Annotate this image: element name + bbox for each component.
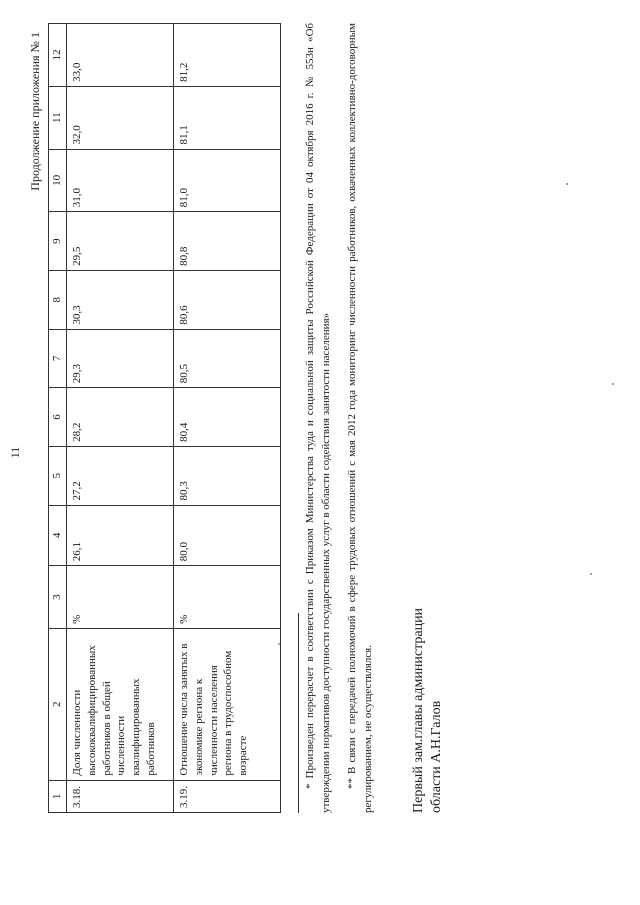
column-number: 7 bbox=[49, 329, 67, 388]
value-cell: 80,8 bbox=[173, 212, 280, 271]
value-cell: 30,3 bbox=[66, 270, 173, 329]
signatory-title: Первый зам.главы администрации bbox=[411, 607, 426, 813]
value-cell: 29,3 bbox=[66, 329, 173, 388]
indicator-name: Отношение числа занятых в экономике региона к численности населения региона в трудоспособном возрасте bbox=[173, 628, 280, 780]
table-row bbox=[173, 24, 280, 813]
unit-cell: % bbox=[173, 566, 280, 629]
row-number: 3.18. bbox=[66, 780, 173, 812]
value-cell: 26,1 bbox=[66, 505, 173, 566]
scan-speck bbox=[612, 383, 614, 385]
value-cell: 28,2 bbox=[66, 388, 173, 447]
column-number: 4 bbox=[49, 505, 67, 566]
scan-speck bbox=[566, 183, 568, 185]
footnote-recalculation: * Произведен перерасчет в соответствии с Приказом Министерства туда и социальной защиты Российской Федерации от 04 октября 2016 г. № 553н «Об утверждении нормативов доступности государственных услуг в области содействия занятости населения» bbox=[304, 23, 332, 813]
column-number: 11 bbox=[49, 86, 67, 149]
page-number: 11 bbox=[8, 446, 22, 459]
table-header-row bbox=[49, 24, 67, 813]
column-number: 6 bbox=[49, 388, 67, 447]
value-cell: 31,0 bbox=[66, 149, 173, 212]
column-number: 8 bbox=[49, 270, 67, 329]
indicators-table bbox=[48, 23, 281, 813]
value-cell: 80,0 bbox=[173, 505, 280, 566]
value-cell: 80,6 bbox=[173, 270, 280, 329]
unit-cell: % bbox=[66, 566, 173, 629]
footnote-collective-agreements: ** В связи с передачей полномочий в сфере трудовых отношений с мая 2012 года мониторинг численности работников, охваченных коллективно-договорным регулированием, не осуществлялся. bbox=[345, 23, 374, 813]
signatory-name: области А.Н.Галов bbox=[428, 700, 444, 813]
column-number: 10 bbox=[49, 149, 67, 212]
value-cell: 80,3 bbox=[173, 446, 280, 505]
scan-speck bbox=[590, 573, 592, 575]
footnote-rule bbox=[298, 613, 299, 813]
indicator-name: Доля численности высококвалифицированных работников в общей численности квалифицированных работников bbox=[66, 628, 173, 780]
value-cell: 32,0 bbox=[66, 86, 173, 149]
column-number: 2 bbox=[49, 628, 67, 780]
value-cell: 81,0 bbox=[173, 149, 280, 212]
value-cell: 33,0 bbox=[66, 24, 173, 87]
value-cell: 29,5 bbox=[66, 212, 173, 271]
value-cell: 80,5 bbox=[173, 329, 280, 388]
value-cell: 81,1 bbox=[173, 86, 280, 149]
scan-speck bbox=[278, 643, 280, 645]
row-number: 3.19. bbox=[173, 780, 280, 812]
column-number: 1 bbox=[49, 780, 67, 812]
value-cell: 80,4 bbox=[173, 388, 280, 447]
column-number: 9 bbox=[49, 212, 67, 271]
appendix-continuation-label: Продолжение приложения № 1 bbox=[28, 32, 42, 191]
column-number: 5 bbox=[49, 446, 67, 505]
column-number: 12 bbox=[49, 24, 67, 87]
value-cell: 27,2 bbox=[66, 446, 173, 505]
table-row bbox=[66, 24, 173, 813]
footnotes bbox=[298, 23, 387, 813]
column-number: 3 bbox=[49, 566, 67, 629]
value-cell: 81,2 bbox=[173, 24, 280, 87]
signature-block bbox=[410, 608, 445, 813]
